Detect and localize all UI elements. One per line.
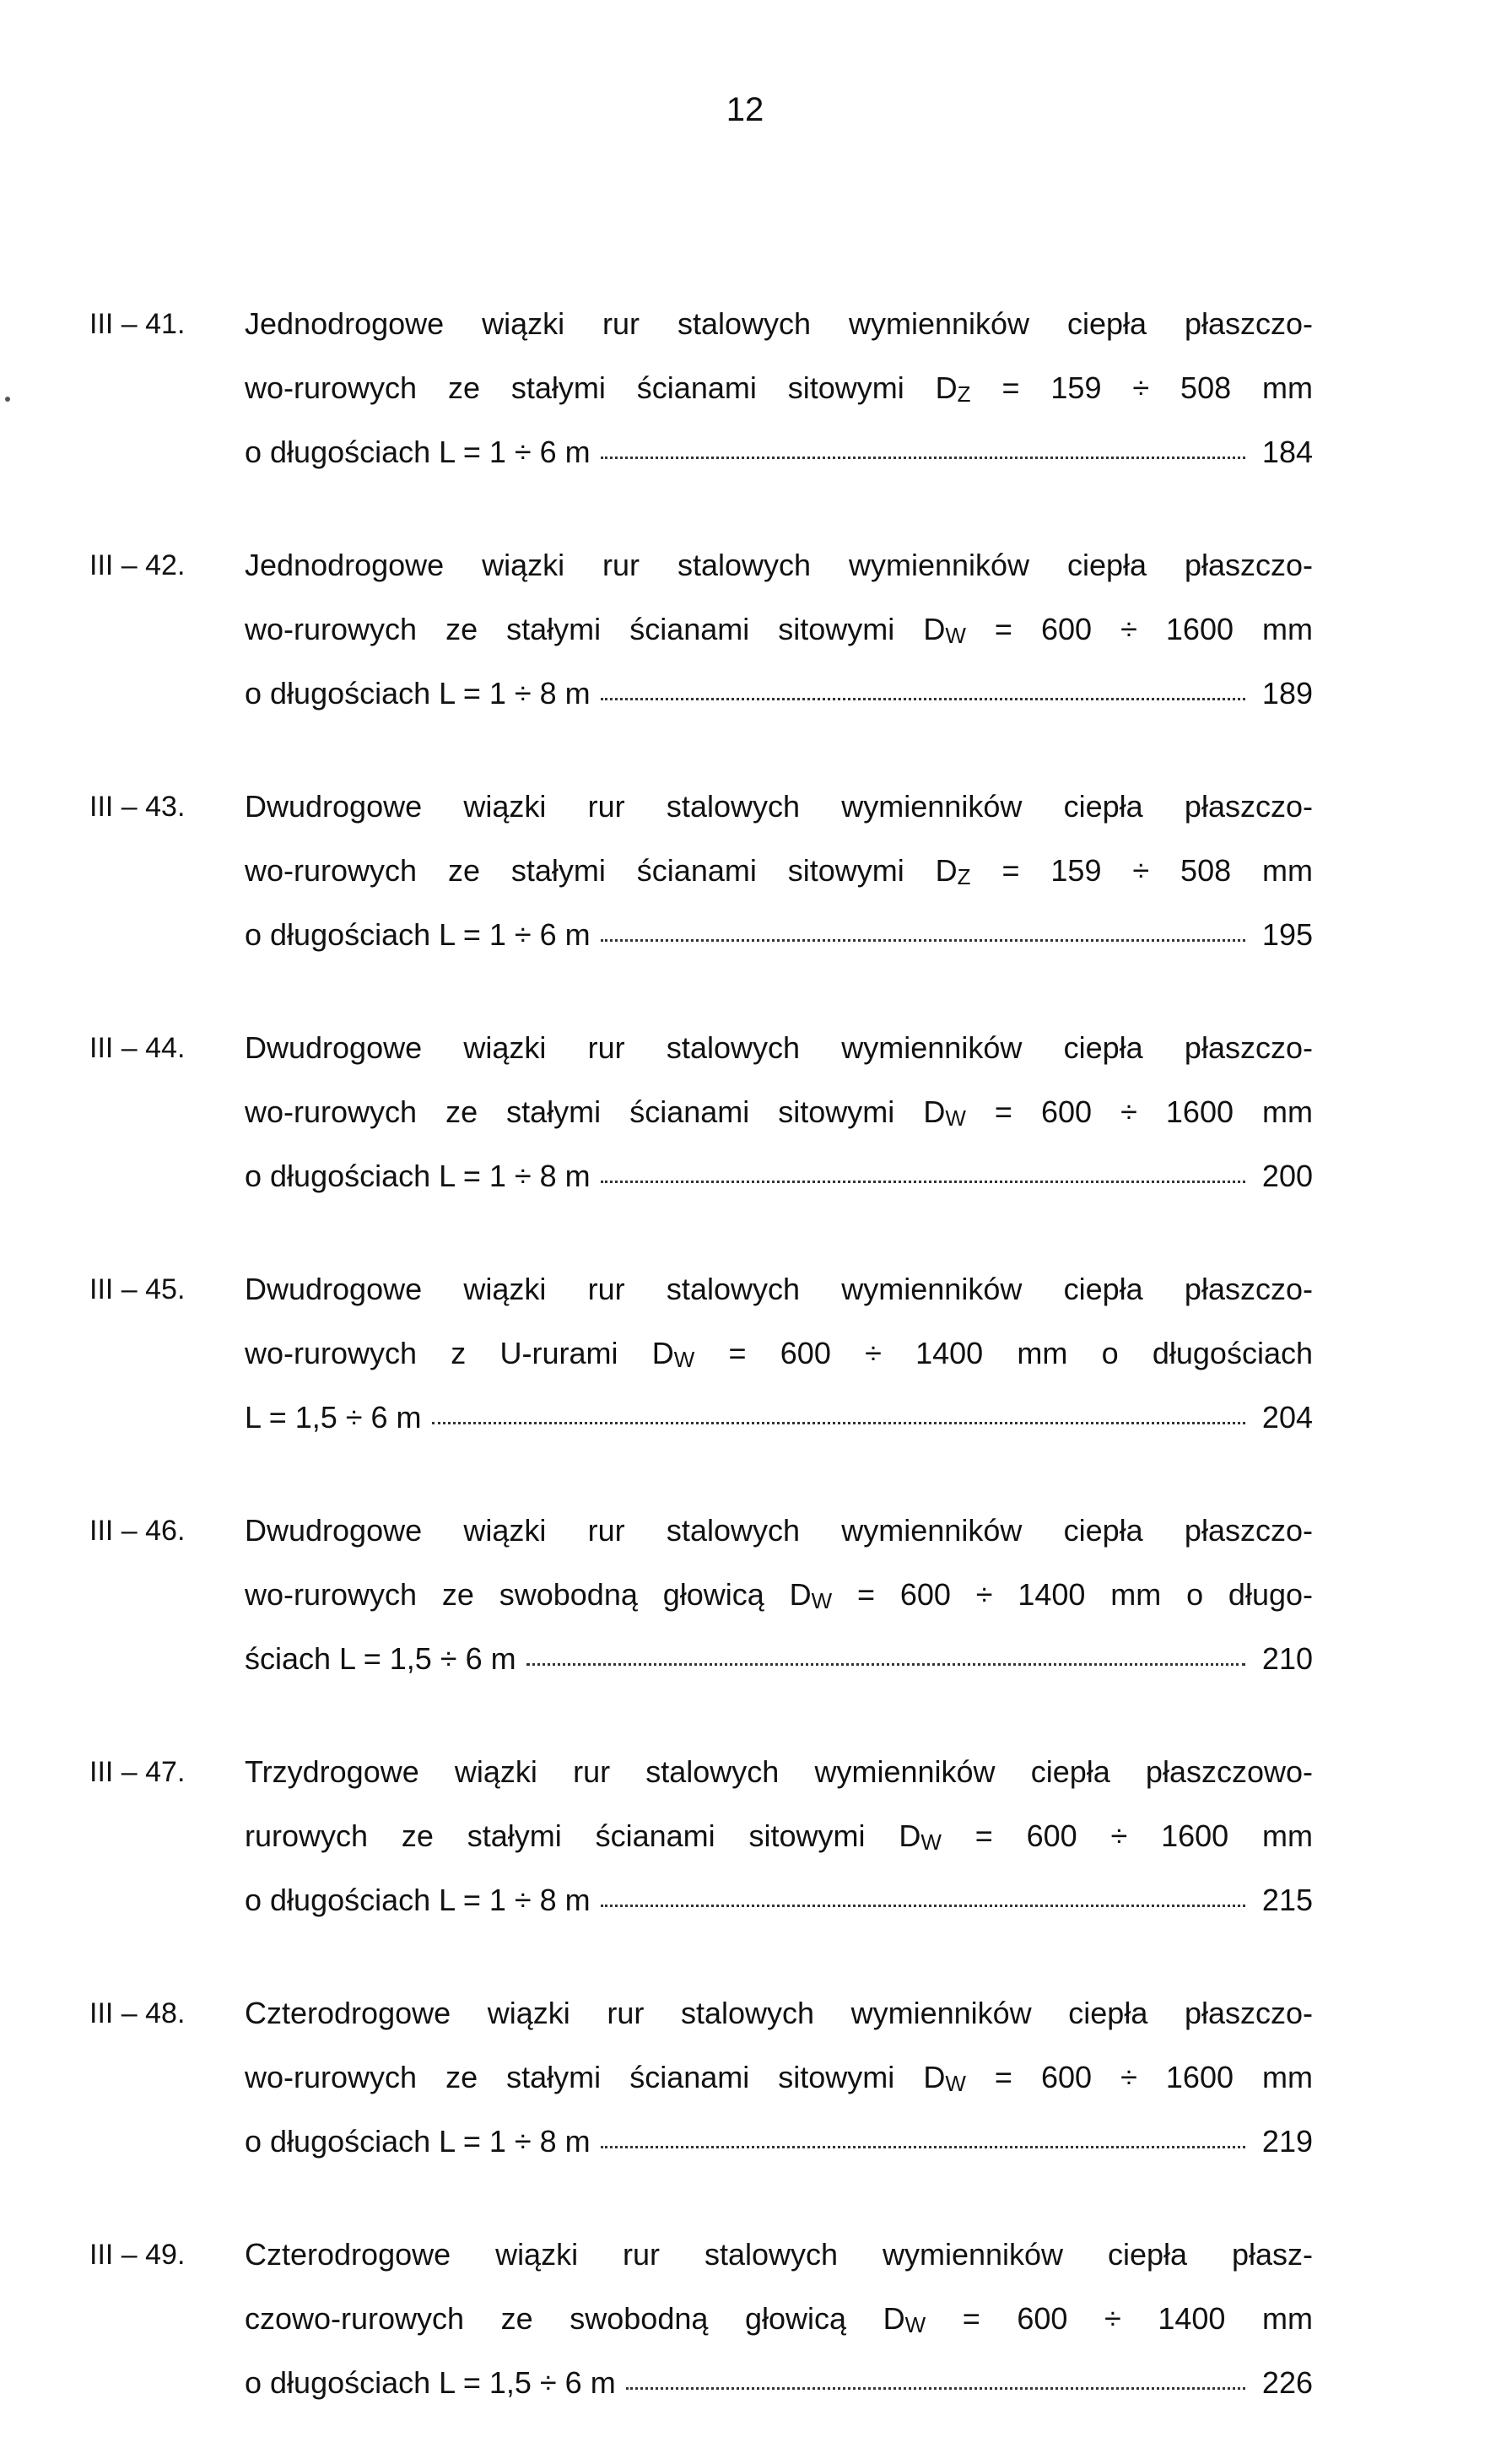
line-2-text: wo-rurowych ze stałymi ścianami sitowymi D [245, 1094, 946, 1129]
dot-leader [601, 2145, 1245, 2148]
entry-code: III – 47. [89, 1756, 186, 1788]
entry-code: III – 44. [89, 1032, 186, 1064]
scan-margin-dot [5, 397, 10, 402]
line-2-range: = 600 ÷ 1600 mm [941, 1818, 1313, 1853]
diameter-subscript: W [904, 2312, 926, 2337]
entry-length: o długościach L = 1 ÷ 8 m [245, 676, 591, 711]
entry-title [245, 2223, 1313, 2415]
diameter-subscript: W [673, 1347, 695, 1372]
line-2-text: wo-rurowych ze swobodną głowicą D [245, 1577, 812, 1612]
entry-page-number[interactable]: 204 [1261, 1400, 1313, 1435]
entry-line-3 [245, 2351, 1313, 2415]
entry-line-3 [245, 420, 1313, 484]
dot-leader [601, 1180, 1245, 1183]
line-2-range: = 600 ÷ 1400 mm o długościach [694, 1336, 1313, 1370]
entry-title [245, 1981, 1313, 2174]
toc-entry[interactable] [89, 1257, 1313, 1450]
entry-line-1: Dwudrogowe wiązki rur stalowych wymienników ciepła płaszczo- [245, 1030, 1313, 1065]
line-2-text: czowo-rurowych ze swobodną głowicą D [245, 2301, 905, 2336]
entry-code: III – 42. [89, 549, 186, 581]
toc-entry[interactable] [89, 533, 1313, 726]
entry-line-3 [245, 903, 1313, 967]
entry-page-number[interactable]: 184 [1261, 435, 1313, 469]
table-of-contents [89, 292, 1313, 2464]
entry-length: o długościach L = 1 ÷ 6 m [245, 917, 591, 952]
diameter-subscript: W [945, 1105, 966, 1131]
dot-leader [601, 938, 1245, 942]
entry-page-number[interactable]: 195 [1261, 917, 1313, 952]
entry-line-1: Trzydrogowe wiązki rur stalowych wymienników ciepła płaszczowo- [245, 1754, 1313, 1789]
diameter-subscript: Z [957, 864, 971, 889]
entry-page-number[interactable]: 210 [1261, 1641, 1313, 1676]
entry-length: o długościach L = 1 ÷ 8 m [245, 1159, 591, 1193]
toc-entry[interactable] [89, 1981, 1313, 2174]
line-2-range: = 600 ÷ 1400 mm [926, 2301, 1313, 2336]
dot-leader [601, 697, 1245, 700]
diameter-subscript: W [811, 1588, 833, 1613]
entry-line-3 [245, 2110, 1313, 2174]
dot-leader [601, 1904, 1245, 1907]
entry-line-2 [245, 1080, 1313, 1144]
entry-line-2 [245, 2287, 1313, 2351]
entry-code: III – 46. [89, 1515, 186, 1547]
page-number: 12 [726, 91, 764, 128]
toc-entry[interactable] [89, 775, 1313, 967]
entry-line-1: Czterodrogowe wiązki rur stalowych wymienników ciepła płaszczo- [245, 1996, 1313, 2030]
toc-entry[interactable] [89, 292, 1313, 484]
entry-code: III – 43. [89, 791, 186, 823]
dot-leader [601, 456, 1245, 459]
entry-page-number[interactable]: 189 [1261, 676, 1313, 711]
entry-line-2 [245, 839, 1313, 903]
line-2-range: = 600 ÷ 1600 mm [965, 1094, 1313, 1129]
toc-entry[interactable] [89, 2223, 1313, 2415]
line-2-text: wo-rurowych ze stałymi ścianami sitowymi D [245, 2060, 946, 2094]
line-2-text: wo-rurowych ze stałymi ścianami sitowymi D [245, 612, 946, 646]
dot-leader [626, 2386, 1245, 2390]
entry-line-1: Jednodrogowe wiązki rur stalowych wymienników ciepła płaszczo- [245, 548, 1313, 582]
line-2-text: wo-rurowych ze stałymi ścianami sitowymi D [245, 370, 958, 405]
entry-code: III – 48. [89, 1997, 186, 2029]
entry-line-2 [245, 597, 1313, 662]
entry-line-1: Jednodrogowe wiązki rur stalowych wymienników ciepła płaszczo- [245, 306, 1313, 341]
entry-length: L = 1,5 ÷ 6 m [245, 1400, 422, 1435]
entry-title [245, 1740, 1313, 1932]
diameter-subscript: Z [957, 381, 971, 407]
entry-title [245, 533, 1313, 726]
entry-length: o długościach L = 1,5 ÷ 6 m [245, 2365, 616, 2400]
entry-code: III – 45. [89, 1273, 186, 1305]
entry-length: ściach L = 1,5 ÷ 6 m [245, 1641, 516, 1676]
entry-title [245, 292, 1313, 484]
entry-line-1: Dwudrogowe wiązki rur stalowych wymienników ciepła płaszczo- [245, 1272, 1313, 1306]
entry-line-3 [245, 1627, 1313, 1691]
line-2-range: = 600 ÷ 1600 mm [965, 2060, 1313, 2094]
entry-line-1: Dwudrogowe wiązki rur stalowych wymienników ciepła płaszczo- [245, 1513, 1313, 1548]
entry-line-3 [245, 1144, 1313, 1208]
dot-leader [432, 1421, 1245, 1424]
entry-code: III – 41. [89, 308, 186, 340]
diameter-subscript: W [945, 2071, 966, 2096]
entry-length: o długościach L = 1 ÷ 8 m [245, 1883, 591, 1917]
line-2-range: = 600 ÷ 1600 mm [965, 612, 1313, 646]
entry-page-number[interactable]: 200 [1261, 1159, 1313, 1193]
entry-line-2 [245, 2045, 1313, 2110]
entry-line-3 [245, 1386, 1313, 1450]
toc-entry[interactable] [89, 1499, 1313, 1691]
line-2-range: = 600 ÷ 1400 mm o długo- [832, 1577, 1313, 1612]
entry-page-number[interactable]: 219 [1261, 2124, 1313, 2159]
line-2-text: wo-rurowych ze stałymi ścianami sitowymi D [245, 853, 958, 888]
diameter-subscript: W [920, 1829, 942, 1855]
toc-entry[interactable] [89, 1740, 1313, 1932]
line-2-range: = 159 ÷ 508 mm [970, 370, 1313, 405]
entry-title [245, 775, 1313, 967]
line-2-text: wo-rurowych z U-rurami D [245, 1336, 674, 1370]
line-2-text: rurowych ze stałymi ścianami sitowymi D [245, 1818, 921, 1853]
entry-line-3 [245, 1868, 1313, 1932]
entry-page-number[interactable]: 226 [1261, 2365, 1313, 2400]
entry-line-2 [245, 356, 1313, 420]
entry-title [245, 1499, 1313, 1691]
entry-length: o długościach L = 1 ÷ 8 m [245, 2124, 591, 2159]
entry-code: III – 49. [89, 2239, 186, 2271]
dot-leader [526, 1662, 1245, 1666]
entry-title [245, 1257, 1313, 1450]
entry-line-3 [245, 662, 1313, 726]
line-2-range: = 159 ÷ 508 mm [970, 853, 1313, 888]
entry-line-2 [245, 1804, 1313, 1868]
entry-length: o długościach L = 1 ÷ 6 m [245, 435, 591, 469]
entry-title [245, 1016, 1313, 1208]
toc-entry[interactable] [89, 1016, 1313, 1208]
entry-line-1: Czterodrogowe wiązki rur stalowych wymienników ciepła płasz- [245, 2237, 1313, 2272]
diameter-subscript: W [945, 623, 966, 648]
entry-line-2 [245, 1563, 1313, 1627]
entry-page-number[interactable]: 215 [1261, 1883, 1313, 1917]
entry-line-1: Dwudrogowe wiązki rur stalowych wymienników ciepła płaszczo- [245, 789, 1313, 824]
entry-line-2 [245, 1321, 1313, 1386]
